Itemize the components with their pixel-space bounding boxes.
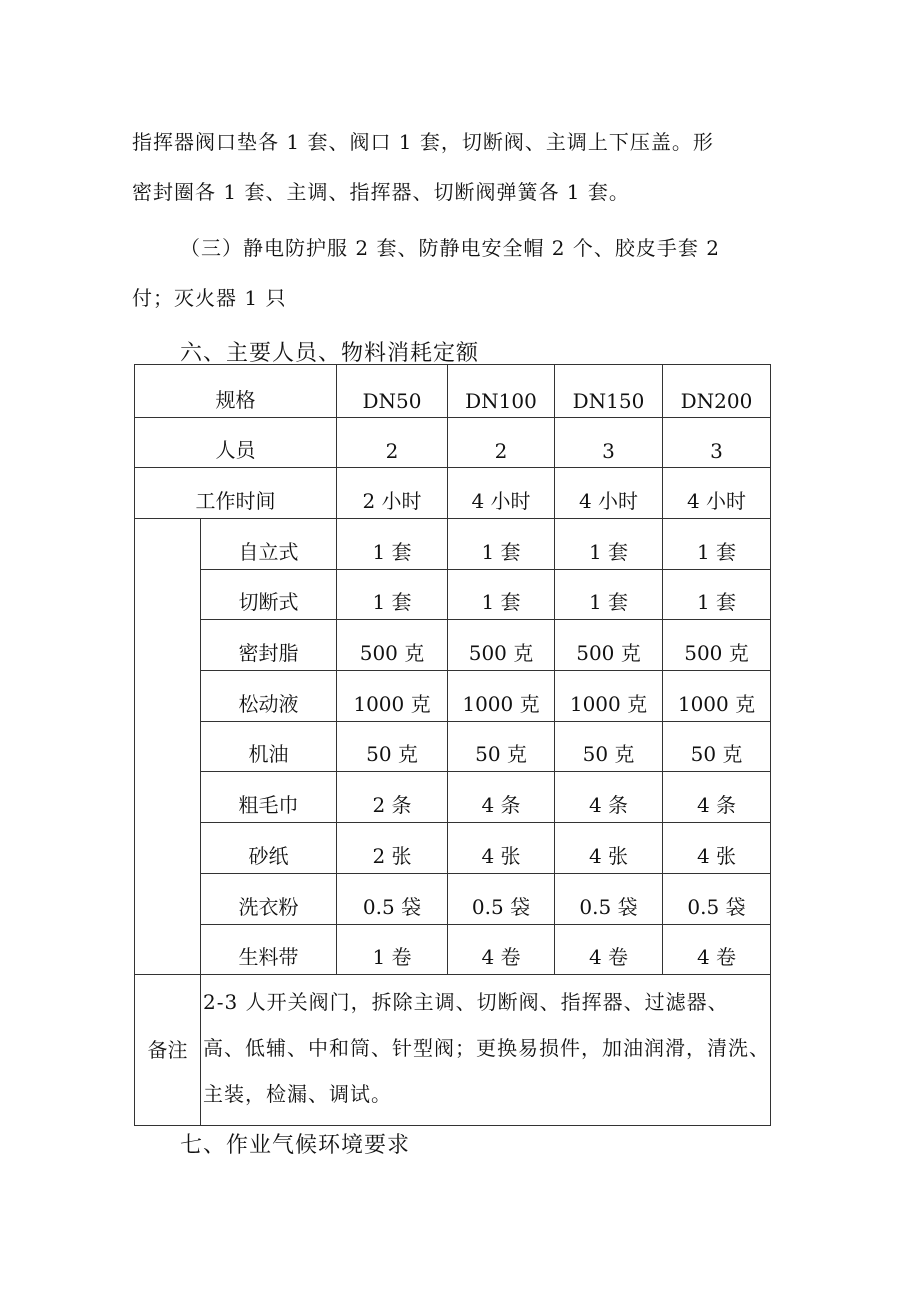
table-cell: [337, 569, 448, 620]
table-cell-text: 4 条: [588, 793, 629, 818]
time-row: [135, 468, 771, 519]
table-cell: [448, 569, 555, 620]
table-cell-text: 0.5 袋: [579, 894, 638, 919]
table-cell: [663, 671, 771, 722]
table-cell-text: 4 小时: [471, 489, 531, 513]
note-text: [201, 975, 771, 1126]
table-cell-text: 1 套: [588, 590, 629, 615]
paragraph-line: 付；灭火器 1 只: [132, 286, 287, 310]
material-name: [201, 772, 337, 823]
table-cell: [337, 721, 448, 772]
table-cell: [337, 468, 448, 519]
table-cell: [663, 772, 771, 823]
table-cell-text: 0.5 袋: [687, 894, 746, 919]
paragraph-line: 指挥器阀口垫各 1 套、阀口 1 套，切断阀、主调上下压盖。形: [132, 130, 714, 154]
table-cell-text: 4 卷: [696, 945, 737, 970]
table-cell: [337, 418, 448, 468]
table-cell-text: 500 克: [576, 641, 641, 666]
material-row: [135, 721, 771, 772]
table-cell-text: DN100: [465, 389, 537, 413]
row-label-text: 工作时间: [195, 489, 276, 513]
table-cell-text: 1 卷: [372, 945, 412, 970]
table-cell-text: 4 卷: [588, 945, 629, 970]
table-cell: [448, 671, 555, 722]
table-cell-text: 4 小时: [578, 489, 639, 513]
note-label-text: 备注: [147, 1037, 188, 1062]
table-cell-text: 2: [385, 439, 399, 463]
table-cell: [663, 365, 771, 418]
material-name: [201, 924, 337, 975]
table-cell: [448, 873, 555, 924]
material-row: [135, 620, 771, 671]
table-cell: [555, 365, 663, 418]
section-heading-seven: 七、作业气候环境要求: [180, 1133, 411, 1158]
table-cell: [555, 772, 663, 823]
table-cell: [448, 418, 555, 468]
material-row: [135, 924, 771, 975]
table-cell: [448, 924, 555, 975]
material-row: [135, 519, 771, 570]
row-label: [135, 418, 337, 468]
table-cell: [663, 924, 771, 975]
table-cell-text: 50 克: [582, 742, 635, 767]
table-cell: [555, 924, 663, 975]
table-cell: [555, 519, 663, 570]
table-cell-text: 500 克: [359, 641, 425, 666]
table-cell: [448, 823, 555, 874]
material-name: [201, 873, 337, 924]
table-cell: [337, 772, 448, 823]
table-cell-text: 1 套: [696, 539, 737, 564]
material-name: [201, 823, 337, 874]
paragraph-line: （三）静电防护服 2 套、防静电安全帽 2 个、胶皮手套 2: [180, 236, 720, 260]
table-cell: [663, 519, 771, 570]
quota-table: [134, 364, 771, 1126]
table-cell: [555, 468, 663, 519]
table-cell: [663, 873, 771, 924]
table-cell-text: DN50: [362, 389, 422, 413]
table-cell-text: 3: [602, 439, 615, 463]
table-cell: [448, 620, 555, 671]
table-cell: [663, 418, 771, 468]
table-cell-text: 1000 克: [677, 691, 756, 716]
material-name: [201, 620, 337, 671]
table-cell-text: 1000 克: [462, 691, 540, 716]
spec-row: [135, 365, 771, 418]
table-cell: [555, 721, 663, 772]
material-row: [135, 873, 771, 924]
table-cell-text: 4 卷: [481, 945, 521, 970]
paragraph-line: 密封圈各 1 套、主调、指挥器、切断阀弹簧各 1 套。: [132, 180, 630, 204]
table-cell: [337, 519, 448, 570]
table-cell-text: 4 小时: [686, 489, 747, 513]
table-cell: [337, 620, 448, 671]
table-cell-text: 0.5 袋: [471, 894, 531, 919]
material-name-text: 松动液: [238, 691, 299, 716]
table-cell-text: 50 克: [366, 742, 418, 767]
material-group-cell: [135, 519, 201, 975]
people-row: [135, 418, 771, 468]
table-cell: [337, 365, 448, 418]
table-cell-text: 4 条: [696, 793, 737, 818]
table-cell: [448, 519, 555, 570]
table-cell: [448, 772, 555, 823]
material-name-text: 生料带: [238, 945, 299, 970]
row-label: [135, 365, 337, 418]
table-cell-text: 1000 克: [569, 691, 648, 716]
material-name-text: 切断式: [238, 590, 299, 615]
row-label: [135, 468, 337, 519]
table-cell: [555, 823, 663, 874]
note-label: [135, 975, 201, 1126]
note-row: [135, 975, 771, 1126]
table-cell-text: DN200: [680, 389, 753, 413]
table-cell-text: 4 张: [481, 843, 521, 868]
note-text-text: 2-3 人开关阀门，拆除主调、切断阀、指挥器、过滤器、高、低辅、中和筒、针型阀；更换易损件，加油润滑，清洗、主装，检漏、调试。: [203, 990, 770, 1107]
table-cell-text: 2 条: [372, 793, 412, 818]
material-name-text: 粗毛巾: [238, 793, 299, 818]
table-cell: [555, 620, 663, 671]
table-cell: [337, 924, 448, 975]
row-label-text: 人员: [215, 438, 256, 462]
table-cell-text: 1 套: [372, 539, 412, 564]
table-cell: [663, 620, 771, 671]
table-cell: [555, 418, 663, 468]
material-row: [135, 569, 771, 620]
table-cell-text: 2 小时: [362, 489, 422, 513]
table-cell: [555, 671, 663, 722]
table-cell-text: 1 套: [372, 590, 412, 615]
table-cell-text: 50 克: [690, 742, 743, 767]
row-label-text: 规格: [215, 388, 256, 412]
material-name-text: 机油: [248, 742, 289, 767]
table-cell: [337, 873, 448, 924]
table-cell: [663, 721, 771, 772]
section-heading-six: 六、主要人员、物料消耗定额: [180, 341, 480, 366]
material-name-text: 自立式: [238, 539, 299, 564]
table-cell: [448, 365, 555, 418]
table-cell: [663, 569, 771, 620]
material-name: [201, 569, 337, 620]
material-row: [135, 671, 771, 722]
table-cell: [337, 823, 448, 874]
table-cell-text: 50 克: [475, 742, 527, 767]
table-cell-text: 0.5 袋: [362, 894, 422, 919]
table-cell-text: 1 套: [481, 539, 521, 564]
table-cell-text: 4 条: [481, 793, 521, 818]
table-cell: [337, 671, 448, 722]
table-cell: [448, 468, 555, 519]
table-cell-text: 500 克: [684, 641, 749, 666]
table-cell-text: 1 套: [481, 590, 521, 615]
table-cell: [663, 823, 771, 874]
material-row: [135, 823, 771, 874]
table-cell: [663, 468, 771, 519]
table-cell: [555, 569, 663, 620]
material-name-text: 密封脂: [238, 641, 299, 666]
table-cell-text: 4 张: [588, 843, 629, 868]
table-cell-text: 4 张: [696, 843, 737, 868]
table-cell-text: 2 张: [372, 843, 412, 868]
table-cell-text: 500 克: [468, 641, 534, 666]
material-name: [201, 519, 337, 570]
material-row: [135, 772, 771, 823]
table-cell: [448, 721, 555, 772]
table-cell-text: 1 套: [588, 539, 629, 564]
table-cell-text: 2: [494, 439, 508, 463]
material-name: [201, 671, 337, 722]
material-name: [201, 721, 337, 772]
material-name-text: 砂纸: [248, 843, 289, 868]
table-cell-text: 1000 克: [353, 691, 431, 716]
table-cell-text: DN150: [572, 389, 645, 413]
material-name-text: 洗衣粉: [238, 894, 299, 919]
table-cell-text: 3: [710, 439, 723, 463]
table-cell: [555, 873, 663, 924]
table-cell-text: 1 套: [696, 590, 737, 615]
